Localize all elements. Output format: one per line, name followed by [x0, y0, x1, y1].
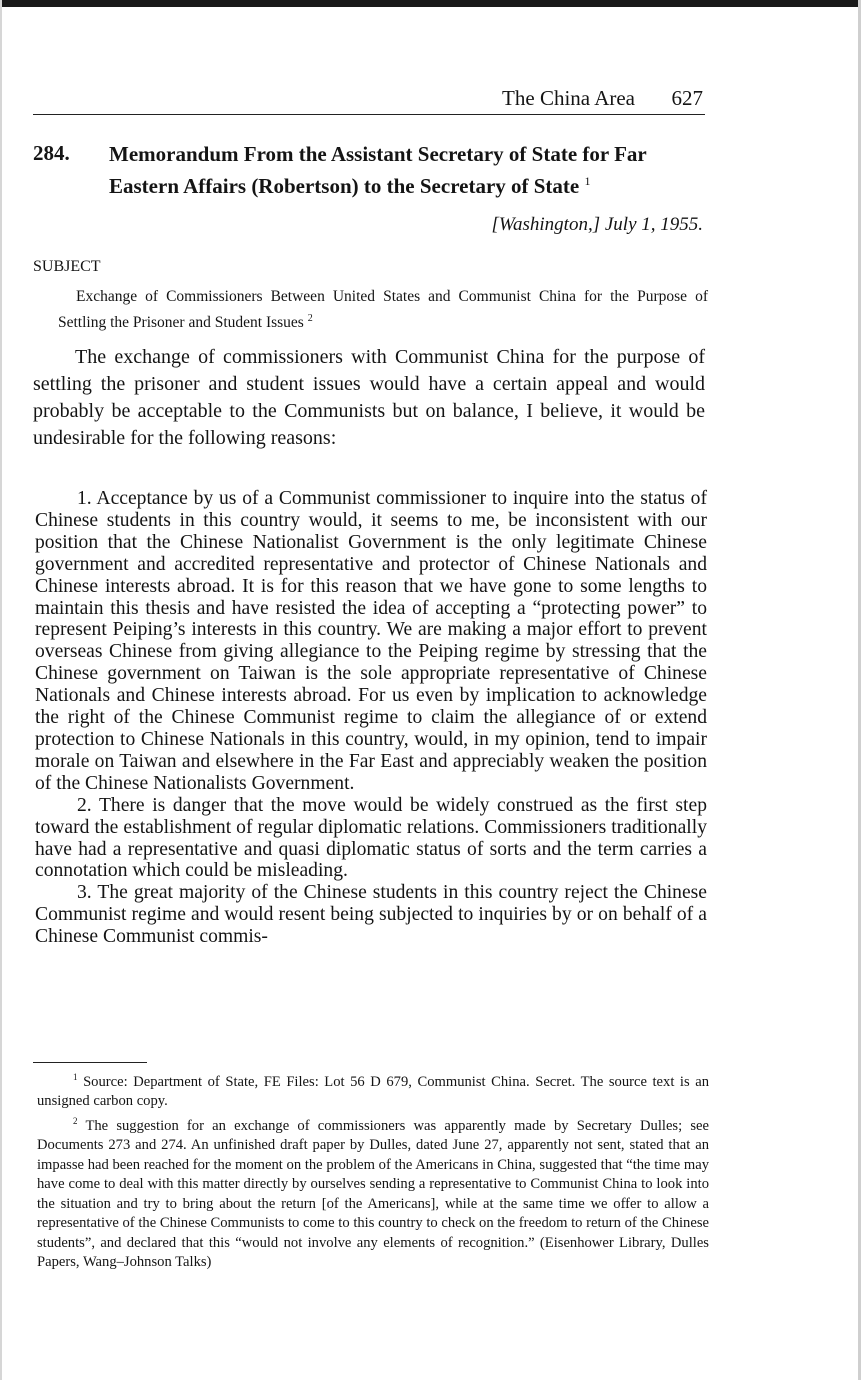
paragraph-2: 2. There is danger that the move would be widely construed as the first step toward the establishment of regular diplomatic relations. Commissioners traditionally have had a representative and quasi diplomatic status of sorts and the term carries a connotation which could be misleading.: [35, 794, 707, 882]
footnote-1: [37, 1068, 709, 1112]
footnote-1-text: Source: Department of State, FE Files: Lot 56 D 679, Communist China. Secret. The source text is an unsigned carbon copy.: [37, 1073, 709, 1110]
dateline: [Washington,] July 1, 1955.: [491, 214, 703, 235]
footnote-2: [37, 1112, 709, 1273]
document-title-text: Memorandum From the Assistant Secretary of State for Far Eastern Affairs (Robertson) to the Secretary of State: [109, 142, 647, 198]
subject-footnote-marker: 2: [307, 313, 313, 324]
footnote-1-marker: 1: [73, 1072, 78, 1082]
running-head: [33, 84, 705, 115]
footnote-2-marker: 2: [73, 1115, 78, 1126]
footnotes: [37, 1068, 709, 1273]
paragraph-1: 1. Acceptance by us of a Communist commissioner to inquire into the status of Chinese students in this country would, it seems to me, be inconsistent with our position that the Chinese Nationalist Government is the only legitimate Chinese government and accredited representative and protector of Chinese Nationals and Chinese interests abroad. It is for this reason that we have gone to some lengths to maintain this thesis and have resisted the idea of accepting a “protecting power” to represent Peiping’s interests in this country. We are making a major effort to prevent overseas Chinese from giving allegiance to the Peiping regime by stressing that the Chinese government on Taiwan is the sole appropriate representative of Chinese Nationals and Chinese interests abroad. For us even by implication to acknowledge the right of the Chinese Communist regime to claim the allegiance of or extend protection to Chinese Nationals in this country, would, in my opinion, tend to impair morale on Taiwan and elsewhere in the Far East and appreciably weaken the position of the Chinese Nationalists Government.: [35, 488, 707, 794]
subject-text: [58, 286, 708, 334]
footnote-2-text: The suggestion for an exchange of commissioners was apparently made by Secretary Dulles; see Documents 273 and 274. An unfinished draft paper by Dulles, dated June 27, apparently not sent, stated that an impasse had been reached for the moment on the problem of the Americans in China, suggested that “the time may have come to deal with this matter directly by ourselves sending a representative to Communist China to look into the situation and try to bring about the return [of the Americans], while at the same time we offer to allow a representative of the Chinese Communists to come to this country to check on the freedom to return of the Chinese students”, and declared that this “would not involve any elements of recognition.” (Eisenhower Library, Dulles Papers, Wang–Johnson Talks): [37, 1117, 709, 1271]
title-footnote-marker: 1: [584, 174, 591, 188]
subject-paragraph: [58, 286, 708, 334]
page-left-edge: [0, 0, 2, 1380]
paragraph-3: 3. The great majority of the Chinese students in this country reject the Chinese Communist regime and would resent being subjected to inquiries by or on behalf of a Chinese Communist commis-: [35, 882, 707, 948]
document-number: 284.: [33, 141, 70, 165]
page-number: 627: [671, 86, 703, 110]
numbered-paragraphs: [35, 488, 707, 948]
subject-body: Exchange of Commissioners Between United States and Communist China for the Purpose of Settling the Prisoner and Student Issues: [58, 288, 708, 332]
subject-label: SUBJECT: [33, 258, 101, 275]
running-head-title: The China Area: [502, 86, 635, 110]
document-title: [109, 141, 709, 200]
intro-section: [33, 344, 705, 452]
intro-paragraph: The exchange of commissioners with Communist China for the purpose of settling the prisoner and student issues would have a certain appeal and would probably be acceptable to the Communists but on balance, I believe, it would be undesirable for the following reasons:: [33, 346, 705, 449]
footnote-rule: [33, 1062, 147, 1063]
page-top-edge: [0, 0, 861, 7]
